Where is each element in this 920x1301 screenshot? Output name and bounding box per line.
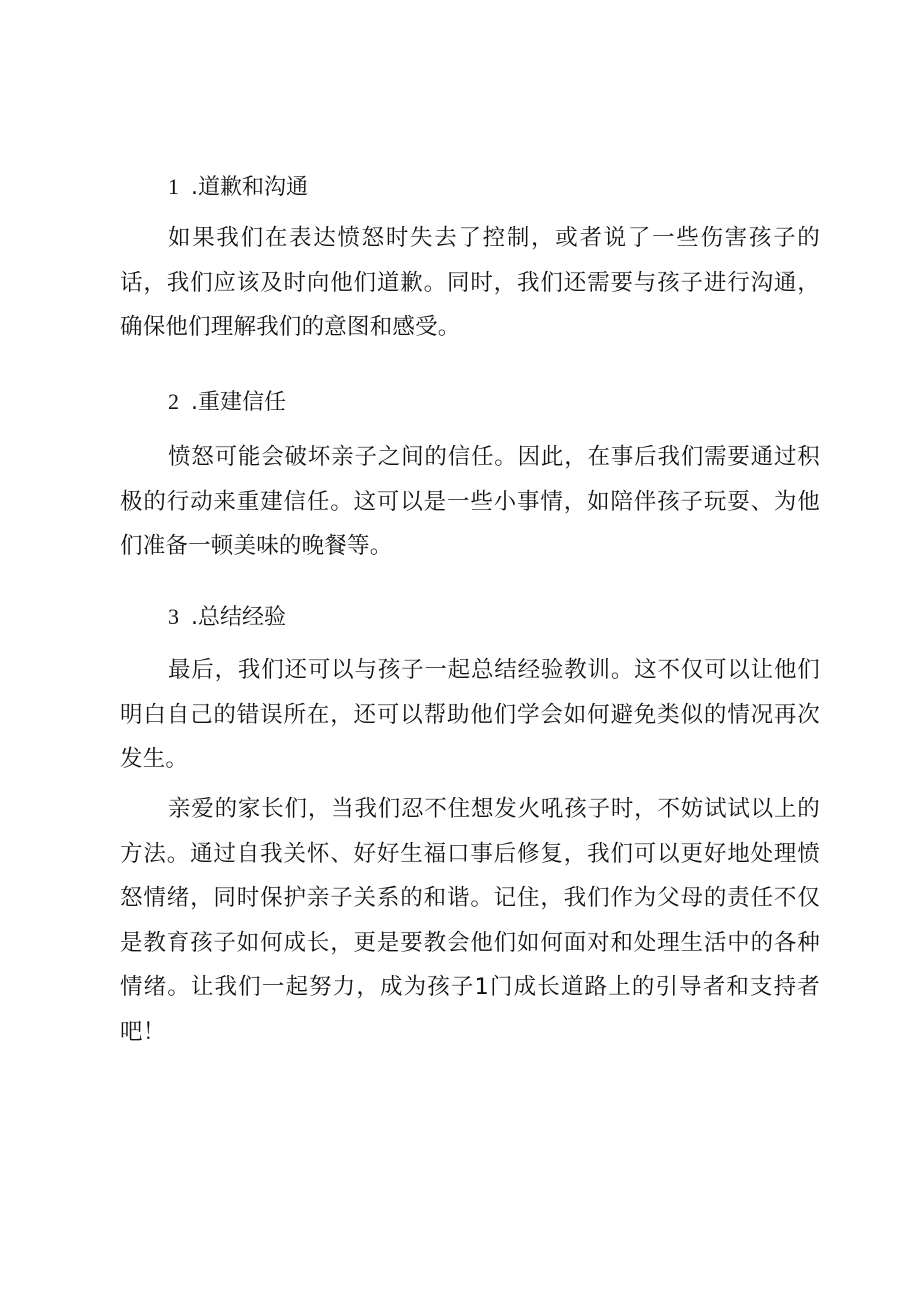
section-body-1: 如果我们在表达愤怒时失去了控制，或者说了一些伤害孩子的话，我们应该及时向他们道歉。同时，我们还需要与孩子进行沟通，确保他们理解我们的意图和感受。 xyxy=(120,225,820,340)
section-number: 1 xyxy=(168,174,179,199)
section-number: 2 xyxy=(168,389,179,414)
section-number: 3 xyxy=(168,604,179,629)
section-title: .道歉和沟通 xyxy=(191,175,308,200)
section-title: .总结经验 xyxy=(191,605,286,630)
section-heading-2 xyxy=(168,387,286,418)
section-body-3: 最后，我们还可以与孩子一起总结经验教训。这不仅可以让他们明白自己的错误所在，还可以帮助他们学会如何避免类似的情况再次发生。 xyxy=(120,657,820,772)
section-heading-1 xyxy=(168,172,308,203)
section-heading-3 xyxy=(168,602,286,633)
section-title: .重建信任 xyxy=(191,390,286,415)
section-body-2: 愤怒可能会破坏亲子之间的信任。因此，在事后我们需要通过积极的行动来重建信任。这可以是一些小事情，如陪伴孩子玩耍、为他们准备一顿美味的晚餐等。 xyxy=(120,444,820,559)
closing-paragraph: 亲爱的家长们，当我们忍不住想发火吼孩子时，不妨试试以上的方法。通过自我关怀、好好生福口事后修复，我们可以更好地处理愤怒情绪，同时保护亲子关系的和谐。记住，我们作为父母的责任不仅是教育孩子如何成长，更是要教会他们如何面对和处理生活中的各种情绪。让我们一起努力，成为孩子1门成长道路上的引导者和支持者吧！ xyxy=(120,796,820,1045)
